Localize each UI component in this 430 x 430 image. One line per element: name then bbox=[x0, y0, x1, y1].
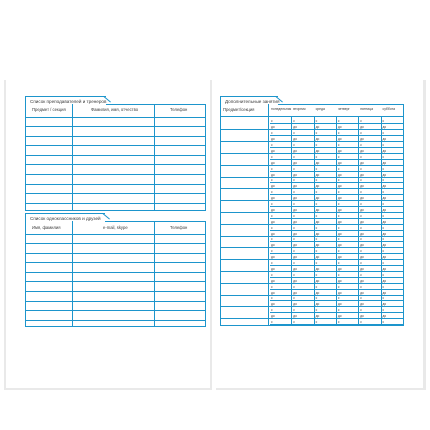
slot-label: до bbox=[293, 231, 297, 236]
slot-label: с bbox=[360, 213, 362, 218]
slot-line bbox=[270, 312, 404, 313]
table-row-line bbox=[25, 262, 206, 263]
slot-label: до bbox=[360, 231, 364, 236]
slot-label: до bbox=[360, 219, 364, 224]
slot-label: с bbox=[293, 119, 295, 124]
slot-label: до bbox=[337, 255, 342, 260]
slot-label: до bbox=[293, 266, 297, 271]
slot-line bbox=[270, 206, 404, 207]
slot-label: до bbox=[382, 125, 387, 130]
table-row-line bbox=[25, 136, 206, 137]
slot-label: до bbox=[337, 207, 342, 212]
slot-line bbox=[220, 318, 404, 319]
slot-label: с bbox=[271, 225, 273, 230]
slot-label: с bbox=[360, 178, 362, 183]
slot-label: с bbox=[360, 190, 362, 195]
slot-label: с bbox=[337, 261, 340, 265]
slot-label: до bbox=[382, 302, 387, 307]
table-row-line bbox=[25, 126, 206, 127]
slot-label: до bbox=[293, 278, 297, 283]
slot-label: до bbox=[337, 184, 342, 189]
slot-label: с bbox=[382, 249, 385, 254]
slot-label: с bbox=[271, 308, 273, 313]
slot-label: до bbox=[337, 148, 342, 153]
teachers-col-subject: Предмет / секция bbox=[32, 107, 66, 112]
teachers-section-title: Список преподавателей и тренеров bbox=[25, 96, 106, 105]
table-row-line bbox=[25, 174, 206, 175]
table-row-line bbox=[25, 193, 206, 194]
slot-label: до bbox=[315, 255, 320, 260]
slot-label: до bbox=[271, 302, 275, 307]
slot-label: до bbox=[337, 137, 342, 142]
slot-label: с bbox=[315, 154, 318, 159]
slot-label: до bbox=[293, 255, 297, 260]
slot-label: до bbox=[315, 302, 320, 307]
slot-line bbox=[220, 177, 404, 178]
friends-section-title: Список одноклассников и друзей bbox=[25, 213, 105, 222]
slot-label: с bbox=[293, 320, 295, 324]
slot-label: до bbox=[315, 137, 320, 142]
slot-label: с bbox=[337, 154, 340, 159]
slot-label: с bbox=[293, 296, 295, 301]
slot-label: с bbox=[293, 166, 295, 171]
slot-line bbox=[220, 306, 404, 307]
slot-label: с bbox=[360, 154, 362, 159]
table-row-line bbox=[25, 320, 206, 321]
slot-line bbox=[220, 283, 404, 284]
extra-col-subject: Предмет/секция bbox=[223, 107, 255, 112]
slot-label: до bbox=[360, 314, 364, 319]
slot-label: с bbox=[315, 261, 318, 265]
slot-label: до bbox=[293, 207, 297, 212]
slot-label: с bbox=[337, 166, 340, 171]
slot-label: с bbox=[360, 166, 362, 171]
slot-label: до bbox=[315, 196, 320, 201]
slot-label: до bbox=[315, 290, 320, 295]
table-row-line bbox=[25, 272, 206, 273]
slot-label: до bbox=[337, 314, 342, 319]
slot-label: с bbox=[271, 296, 273, 301]
slot-line bbox=[220, 141, 404, 142]
slot-label: до bbox=[293, 148, 297, 153]
table-header-divider bbox=[25, 234, 206, 235]
slot-line bbox=[270, 241, 404, 242]
slot-label: до bbox=[271, 137, 275, 142]
slot-label: до bbox=[315, 243, 320, 248]
slot-label: до bbox=[360, 160, 364, 165]
slot-label: с bbox=[360, 119, 362, 124]
slot-label: с bbox=[315, 284, 318, 289]
slot-line bbox=[220, 188, 404, 189]
slot-label: до bbox=[293, 196, 297, 201]
slot-label: с bbox=[382, 202, 385, 206]
slot-label: до bbox=[360, 148, 364, 153]
slot-line bbox=[220, 236, 404, 237]
slot-label: до bbox=[293, 137, 297, 142]
slot-label: с bbox=[337, 284, 340, 289]
slot-label: с bbox=[337, 237, 340, 242]
slot-label: с bbox=[337, 202, 340, 206]
teachers-table-frame bbox=[25, 104, 206, 211]
day-header: среда bbox=[315, 107, 325, 111]
slot-label: до bbox=[293, 172, 297, 177]
slot-label: до bbox=[382, 219, 387, 224]
slot-label: с bbox=[382, 261, 385, 265]
slot-label: с bbox=[271, 154, 273, 159]
slot-label: с bbox=[293, 308, 295, 313]
slot-line bbox=[270, 277, 404, 278]
teachers-col-name: Фамилия, имя, отчество bbox=[91, 107, 139, 112]
slot-label: с bbox=[293, 284, 295, 289]
slot-line bbox=[220, 212, 404, 213]
slot-label: до bbox=[337, 290, 342, 295]
slot-label: до bbox=[337, 125, 342, 130]
slot-label: с bbox=[337, 143, 340, 147]
slot-label: до bbox=[315, 231, 320, 236]
slot-label: с bbox=[360, 320, 362, 324]
slot-label: до bbox=[271, 172, 275, 177]
slot-label: до bbox=[271, 243, 275, 248]
slot-label: с bbox=[271, 119, 273, 124]
slot-label: с bbox=[315, 213, 318, 218]
slot-label: с bbox=[360, 296, 362, 301]
slot-line bbox=[270, 230, 404, 231]
slot-label: до bbox=[382, 172, 387, 177]
slot-label: с bbox=[315, 202, 318, 206]
slot-label: с bbox=[337, 225, 340, 230]
slot-label: с bbox=[382, 178, 385, 183]
slot-label: до bbox=[382, 231, 387, 236]
slot-label: до bbox=[382, 290, 387, 295]
slot-label: с bbox=[315, 225, 318, 230]
slot-label: до bbox=[271, 207, 275, 212]
slot-label: до bbox=[382, 314, 387, 319]
subject-column-line bbox=[268, 104, 269, 326]
slot-label: до bbox=[337, 266, 342, 271]
slot-label: до bbox=[293, 219, 297, 224]
table-column-line bbox=[154, 104, 155, 211]
slot-line bbox=[220, 295, 404, 296]
slot-label: до bbox=[382, 243, 387, 248]
slot-label: до bbox=[382, 137, 387, 142]
slot-label: с bbox=[382, 119, 385, 124]
slot-label: с bbox=[271, 143, 273, 147]
table-row-line bbox=[25, 243, 206, 244]
slot-label: до bbox=[315, 207, 320, 212]
slot-label: до bbox=[271, 290, 275, 295]
slot-label: до bbox=[293, 243, 297, 248]
slot-label: с bbox=[382, 143, 385, 147]
slot-label: с bbox=[382, 308, 385, 313]
slot-label: до bbox=[337, 243, 342, 248]
slot-label: до bbox=[293, 160, 297, 165]
extra-classes-title: Дополнительные занятия bbox=[220, 96, 278, 105]
slot-label: до bbox=[360, 255, 364, 260]
table-column-line bbox=[72, 221, 73, 327]
slot-label: до bbox=[337, 219, 342, 224]
friends-col-phone: Телефон bbox=[170, 225, 188, 230]
slot-label: с bbox=[293, 143, 295, 147]
slot-label: до bbox=[271, 219, 275, 224]
slot-line bbox=[270, 253, 404, 254]
slot-label: с bbox=[293, 261, 295, 265]
slot-label: до bbox=[315, 160, 320, 165]
slot-line bbox=[270, 194, 404, 195]
table-header-divider bbox=[25, 117, 206, 118]
slot-label: с bbox=[293, 190, 295, 195]
slot-label: до bbox=[360, 196, 364, 201]
slot-label: до bbox=[337, 231, 342, 236]
friends-col-email: e-mail, skype bbox=[103, 225, 128, 230]
slot-label: до bbox=[293, 290, 297, 295]
slot-label: с bbox=[315, 249, 318, 254]
slot-label: с bbox=[382, 272, 385, 277]
slot-label: с bbox=[337, 131, 340, 136]
slot-label: до bbox=[271, 231, 275, 236]
slot-line bbox=[220, 271, 404, 272]
slot-line bbox=[270, 324, 404, 325]
table-row-line bbox=[25, 155, 206, 156]
slot-label: с bbox=[360, 284, 362, 289]
slot-label: до bbox=[360, 302, 364, 307]
slot-label: до bbox=[382, 196, 387, 201]
slot-label: с bbox=[360, 143, 362, 147]
slot-label: с bbox=[293, 213, 295, 218]
slot-line bbox=[220, 129, 404, 130]
slot-label: до bbox=[293, 314, 297, 319]
slot-label: до bbox=[271, 184, 275, 189]
slot-label: до bbox=[315, 184, 320, 189]
slot-label: до bbox=[271, 148, 275, 153]
slot-label: с bbox=[337, 296, 340, 301]
table-column-line bbox=[72, 104, 73, 211]
slot-label: с bbox=[271, 202, 273, 206]
slot-label: до bbox=[360, 207, 364, 212]
slot-label: с bbox=[271, 249, 273, 254]
slot-label: до bbox=[360, 266, 364, 271]
slot-label: с bbox=[293, 202, 295, 206]
extra-classes-frame bbox=[220, 104, 404, 326]
slot-label: до bbox=[271, 278, 275, 283]
slot-label: с bbox=[360, 131, 362, 136]
slot-label: до bbox=[360, 278, 364, 283]
slot-label: с bbox=[293, 178, 295, 183]
slot-label: с bbox=[382, 225, 385, 230]
slot-line bbox=[270, 159, 404, 160]
slot-label: до bbox=[382, 184, 387, 189]
slot-label: с bbox=[360, 237, 362, 242]
slot-label: с bbox=[315, 166, 318, 171]
slot-label: до bbox=[382, 255, 387, 260]
table-row-line bbox=[25, 310, 206, 311]
slot-label: с bbox=[337, 272, 340, 277]
slot-label: до bbox=[382, 160, 387, 165]
table-row-line bbox=[25, 145, 206, 146]
slot-line bbox=[270, 135, 404, 136]
slot-label: до bbox=[315, 219, 320, 224]
slot-label: до bbox=[337, 278, 342, 283]
slot-label: с bbox=[293, 154, 295, 159]
slot-label: с bbox=[337, 178, 340, 183]
slot-label: до bbox=[315, 148, 320, 153]
slot-label: с bbox=[360, 225, 362, 230]
slot-label: до bbox=[293, 184, 297, 189]
slot-label: до bbox=[382, 266, 387, 271]
slot-line bbox=[220, 200, 404, 201]
slot-label: с bbox=[271, 166, 273, 171]
slot-line bbox=[270, 218, 404, 219]
slot-line bbox=[270, 265, 404, 266]
slot-label: с bbox=[315, 320, 318, 324]
slot-line bbox=[270, 147, 404, 148]
slot-label: с bbox=[360, 202, 362, 206]
slot-line bbox=[220, 224, 404, 225]
slot-label: с bbox=[315, 237, 318, 242]
slot-label: до bbox=[360, 184, 364, 189]
slot-line bbox=[220, 247, 404, 248]
slot-line bbox=[270, 182, 404, 183]
slot-label: с bbox=[271, 272, 273, 277]
slot-label: с bbox=[271, 320, 273, 324]
slot-label: до bbox=[315, 278, 320, 283]
table-row-line bbox=[25, 281, 206, 282]
slot-label: до bbox=[360, 290, 364, 295]
slot-label: до bbox=[360, 243, 364, 248]
slot-label: до bbox=[382, 278, 387, 283]
slot-label: до bbox=[271, 255, 275, 260]
slot-label: до bbox=[360, 172, 364, 177]
slot-label: с bbox=[360, 249, 362, 254]
slot-label: с bbox=[360, 272, 362, 277]
slot-label: с bbox=[271, 178, 273, 183]
slot-label: до bbox=[293, 302, 297, 307]
slot-label: с bbox=[315, 296, 318, 301]
slot-label: с bbox=[315, 272, 318, 277]
slot-label: до bbox=[337, 302, 342, 307]
slot-line bbox=[220, 153, 404, 154]
slot-label: до bbox=[382, 148, 387, 153]
slot-label: с bbox=[382, 237, 385, 242]
slot-label: с bbox=[337, 308, 340, 313]
day-header: пятница bbox=[360, 107, 374, 111]
slot-label: с bbox=[337, 190, 340, 195]
slot-label: до bbox=[360, 137, 364, 142]
day-header: вторник bbox=[293, 107, 306, 111]
slot-label: до bbox=[293, 125, 297, 130]
slot-line bbox=[220, 165, 404, 166]
slot-label: с bbox=[382, 213, 385, 218]
slot-label: с bbox=[360, 308, 362, 313]
slot-label: с bbox=[382, 190, 385, 195]
slot-label: с bbox=[293, 225, 295, 230]
slot-label: до bbox=[271, 196, 275, 201]
slot-label: с bbox=[337, 320, 340, 324]
slot-line bbox=[270, 171, 404, 172]
slot-label: до bbox=[337, 160, 342, 165]
slot-label: с bbox=[315, 178, 318, 183]
slot-label: до bbox=[315, 266, 320, 271]
header-divider bbox=[220, 116, 404, 117]
slot-label: до bbox=[315, 125, 320, 130]
slot-label: с bbox=[293, 131, 295, 136]
table-row-line bbox=[25, 301, 206, 302]
slot-label: с bbox=[315, 143, 318, 147]
table-row-line bbox=[25, 253, 206, 254]
slot-label: с bbox=[271, 190, 273, 195]
slot-line bbox=[270, 300, 404, 301]
slot-label: с bbox=[382, 131, 385, 136]
table-row-line bbox=[25, 203, 206, 204]
slot-label: с bbox=[293, 237, 295, 242]
slot-label: до bbox=[315, 314, 320, 319]
slot-label: с bbox=[271, 284, 273, 289]
teachers-col-phone: Телефон bbox=[170, 107, 188, 112]
slot-line bbox=[220, 259, 404, 260]
table-column-line bbox=[154, 221, 155, 327]
slot-label: с bbox=[315, 131, 318, 136]
slot-label: с bbox=[315, 308, 318, 313]
slot-label: с bbox=[315, 119, 318, 124]
slot-label: с bbox=[293, 249, 295, 254]
slot-label: с bbox=[382, 154, 385, 159]
table-row-line bbox=[25, 291, 206, 292]
slot-label: до bbox=[337, 172, 342, 177]
slot-label: до bbox=[271, 314, 275, 319]
slot-label: с bbox=[337, 119, 340, 124]
slot-label: до bbox=[337, 196, 342, 201]
slot-label: с bbox=[315, 190, 318, 195]
slot-label: до bbox=[271, 160, 275, 165]
table-row-line bbox=[25, 184, 206, 185]
slot-label: до bbox=[360, 125, 364, 130]
slot-label: с bbox=[337, 249, 340, 254]
slot-label: до bbox=[271, 266, 275, 271]
friends-col-name: Имя, фамилия bbox=[32, 225, 61, 230]
slot-line bbox=[270, 289, 404, 290]
slot-label: с bbox=[382, 320, 385, 324]
slot-label: с bbox=[337, 213, 340, 218]
day-header: четверг bbox=[337, 107, 350, 111]
slot-label: до bbox=[271, 125, 275, 130]
slot-label: с bbox=[382, 296, 385, 301]
slot-label: с bbox=[382, 284, 385, 289]
slot-label: до bbox=[315, 172, 320, 177]
slot-label: с bbox=[360, 261, 362, 265]
slot-label: с bbox=[293, 272, 295, 277]
slot-label: с bbox=[271, 237, 273, 242]
table-row-line bbox=[25, 164, 206, 165]
slot-label: до bbox=[382, 207, 387, 212]
slot-label: с bbox=[271, 131, 273, 136]
slot-label: с bbox=[271, 261, 273, 265]
slot-line bbox=[270, 123, 404, 124]
slot-label: с bbox=[382, 166, 385, 171]
slot-label: с bbox=[271, 213, 273, 218]
day-header: понедельник bbox=[271, 107, 292, 111]
day-header: суббота bbox=[382, 107, 396, 111]
